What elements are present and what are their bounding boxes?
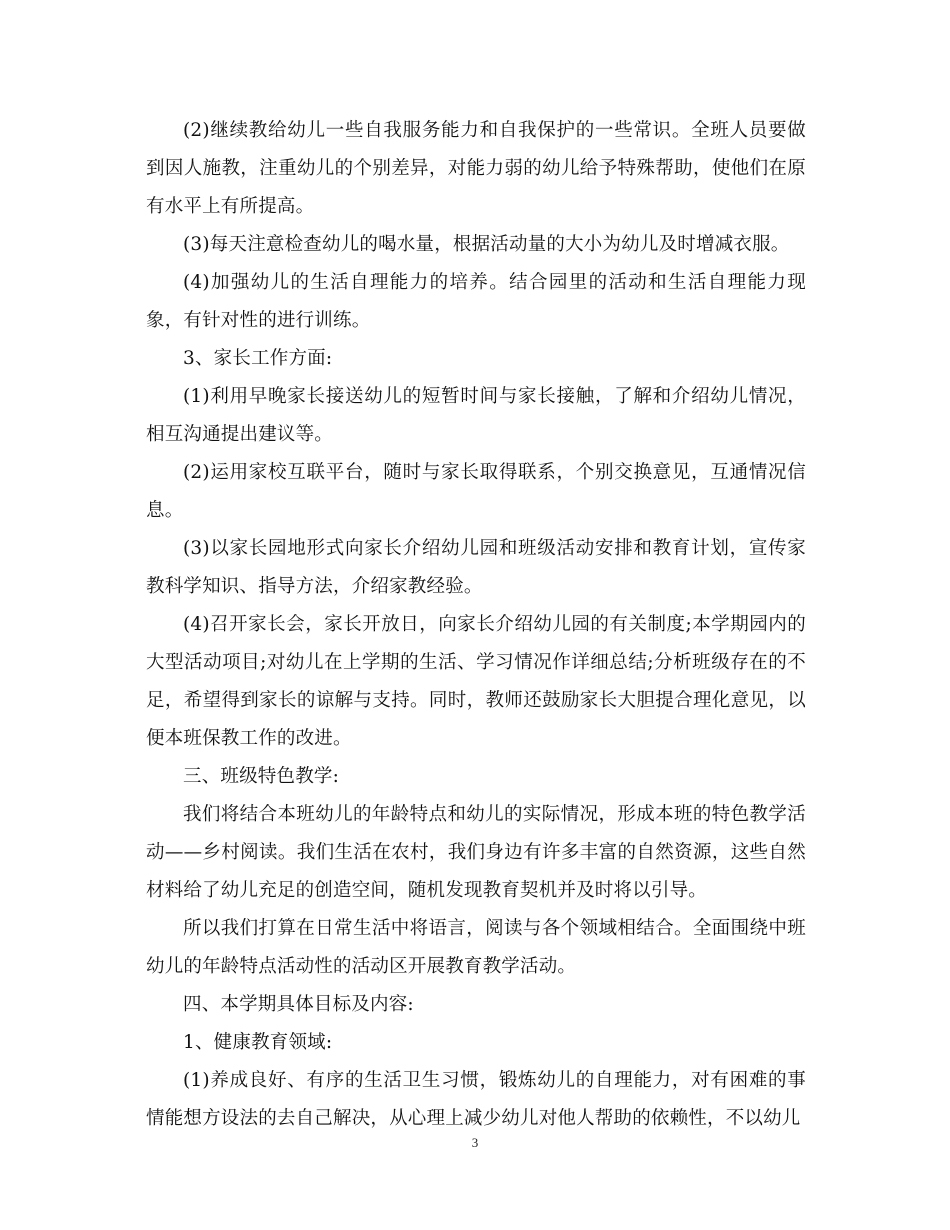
section-heading: 三、班级特色教学:: [183, 766, 340, 787]
page-number: 3: [471, 1135, 479, 1150]
paragraph: (2)运用家校互联平台，随时与家长取得联系，个别交换意见，互通情况信息。: [146, 462, 806, 521]
document-body: [146, 112, 806, 1138]
paragraph: (2)继续教给幼儿一些自我服务能力和自我保护的一些常识。全班人员要做到因人施教，注重幼儿的个别差异，对能力弱的幼儿给予特殊帮助，使他们在原有水平上有所提高。: [146, 120, 806, 217]
paragraph: (4)召开家长会，家长开放日，向家长介绍幼儿园的有关制度;本学期园内的大型活动项目;对幼儿在上学期的生活、学习情况作详细总结;分析班级存在的不足，希望得到家长的谅解与支持。同时，教师还鼓励家长大胆提合理化意见，以便本班保教工作的改进。: [146, 614, 806, 749]
paragraph: 我们将结合本班幼儿的年龄特点和幼儿的实际情况，形成本班的特色教学活动——乡村阅读。我们生活在农村，我们身边有许多丰富的自然资源，这些自然材料给了幼儿充足的创造空间，随机发现教育契机并及时将以引导。: [146, 804, 806, 901]
section-heading: 3、家长工作方面:: [183, 348, 333, 369]
paragraph: (1)利用早晚家长接送幼儿的短暂时间与家长接触，了解和介绍幼儿情况，相互沟通提出建议等。: [146, 386, 806, 445]
paragraph: (3)以家长园地形式向家长介绍幼儿园和班级活动安排和教育计划，宣传家教科学知识、指导方法，介绍家教经验。: [146, 538, 806, 597]
paragraph: (1)养成良好、有序的生活卫生习惯，锻炼幼儿的自理能力，对有困难的事情能想方设法的去自己解决，从心理上减少幼儿对他人帮助的依赖性，不以幼儿: [146, 1070, 806, 1129]
section-heading: 四、本学期具体目标及内容:: [183, 994, 414, 1015]
paragraph: 所以我们打算在日常生活中将语言，阅读与各个领域相结合。全面围绕中班幼儿的年龄特点活动性的活动区开展教育教学活动。: [146, 918, 806, 977]
section-heading: 1、健康教育领域:: [183, 1032, 333, 1053]
paragraph: (3)每天注意检查幼儿的喝水量，根据活动量的大小为幼儿及时增减衣服。: [183, 234, 790, 255]
paragraph: (4)加强幼儿的生活自理能力的培养。结合园里的活动和生活自理能力现象，有针对性的进行训练。: [146, 272, 806, 331]
